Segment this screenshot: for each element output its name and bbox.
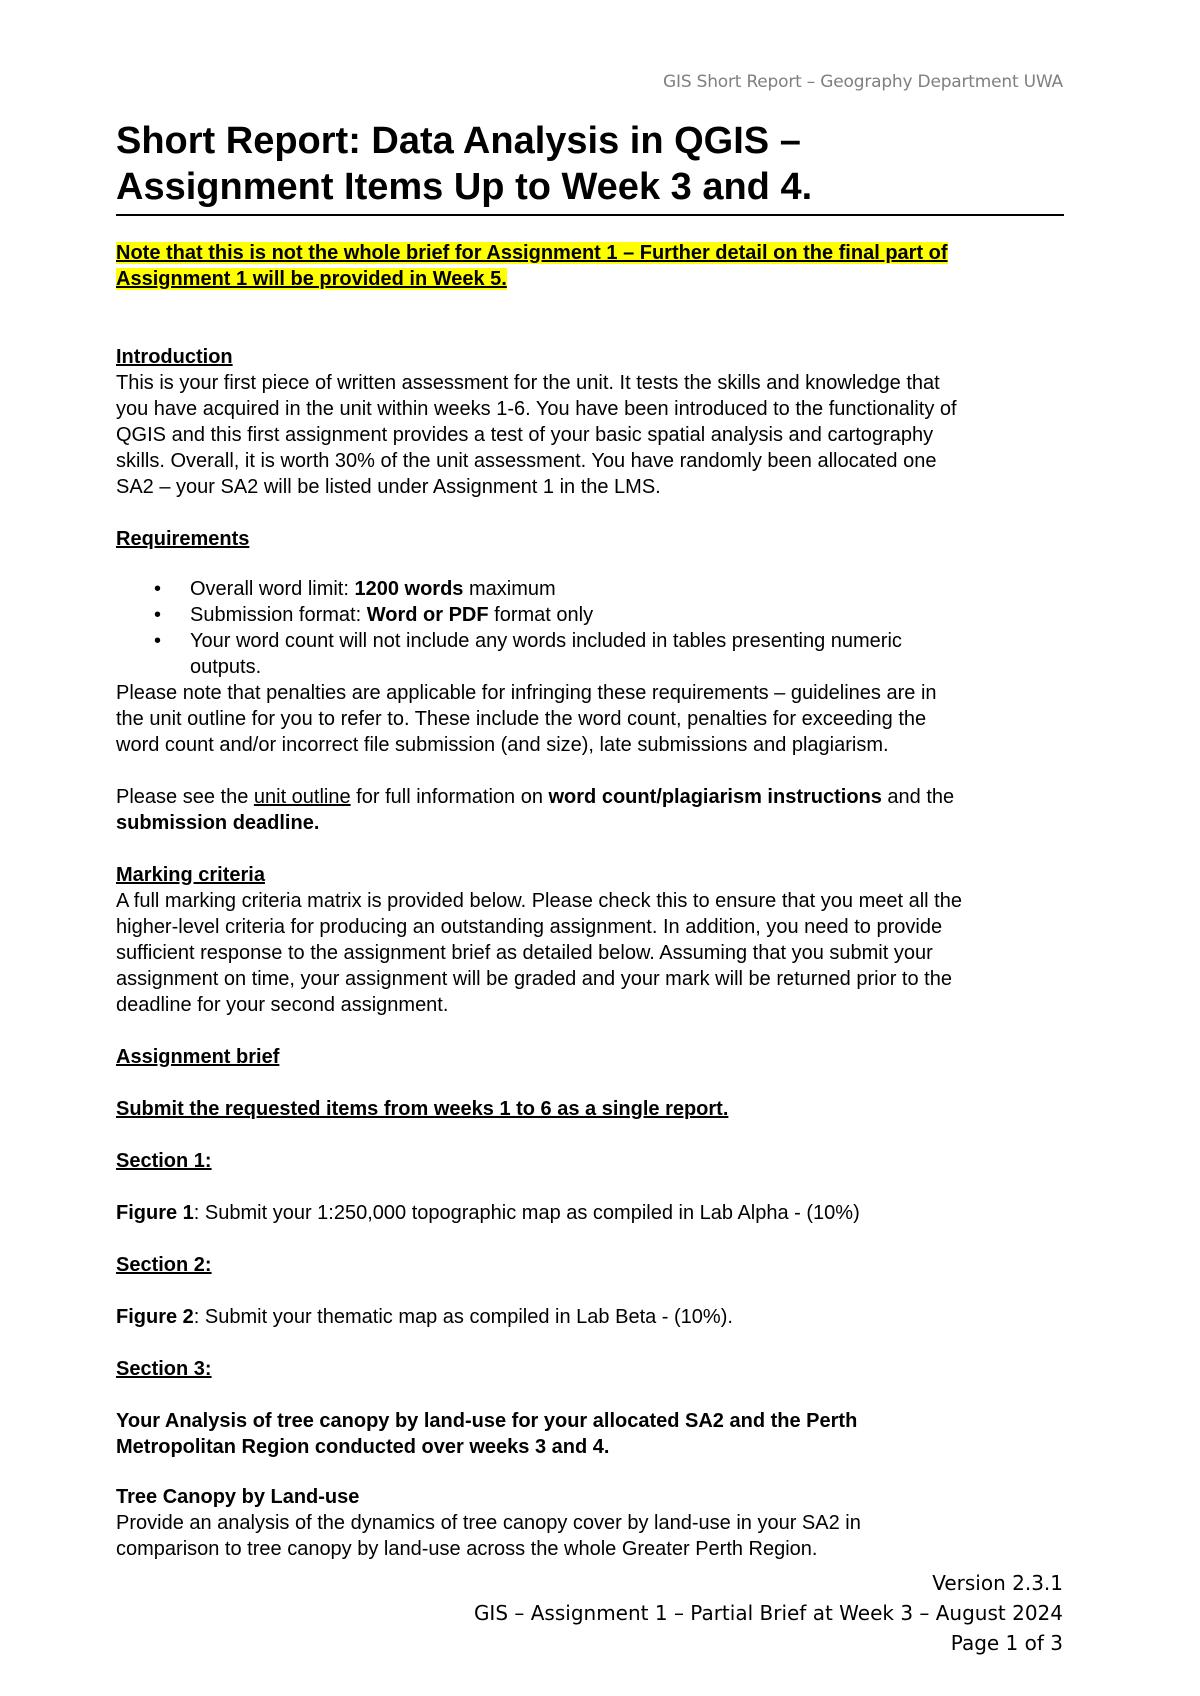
note-line-2: Assignment 1 will be provided in Week 5. [116,268,507,290]
page-number: Page 1 of 3 [950,1631,1063,1655]
list-item: • Overall word limit: 1200 words maximum [116,576,1066,602]
title-line-2: Assignment Items Up to Week 3 and 4. [116,166,813,208]
intro-line: you have acquired in the unit within weeks 1-6. You have been introduced to the functionality of [116,398,957,420]
see-outline-line: Please see the unit outline for full information on word count/plagiarism instructions and the [116,786,955,808]
version-label: Version 2.3.1 [932,1571,1063,1595]
canopy-line: comparison to tree canopy by land-use across the whole Greater Perth Region. [116,1538,818,1560]
unit-outline-link[interactable]: unit outline [253,786,351,808]
marking-line: assignment on time, your assignment will be graded and your mark will be returned prior to the [116,968,952,990]
analysis-line-1: Your Analysis of tree canopy by land-use for your allocated SA2 and the Perth [116,1410,858,1432]
title-line-1: Short Report: Data Analysis in QGIS – [116,120,801,162]
document-body [116,240,1066,1562]
canopy-line: Provide an analysis of the dynamics of tree canopy cover by land-use in your SA2 in [116,1512,861,1534]
marking-line: sufficient response to the assignment brief as detailed below. Assuming that you submit your [116,942,933,964]
intro-line: QGIS and this first assignment provides a test of your basic spatial analysis and cartography [116,424,934,446]
note-line-1: Note that this is not the whole brief for Assignment 1 – Further detail on the final part of [116,242,948,264]
marking-heading: Marking criteria [116,864,265,886]
marking-line: higher-level criteria for producing an outstanding assignment. In addition, you need to provide [116,916,943,938]
intro-line: skills. Overall, it is worth 30% of the unit assessment. You have randomly been allocated one [116,450,937,472]
submit-instruction: Submit the requested items from weeks 1 to 6 as a single report. [116,1098,729,1120]
introduction-heading: Introduction [116,346,233,368]
section-3-heading: Section 3: [116,1358,212,1380]
requirements-heading: Requirements [116,528,250,550]
list-item: • Submission format: Word or PDF format only [116,602,1066,628]
intro-line: SA2 – your SA2 will be listed under Assignment 1 in the LMS. [116,476,661,498]
figure-2-line: Figure 2: Submit your thematic map as compiled in Lab Beta - (10%). [116,1306,733,1328]
intro-line: This is your first piece of written assessment for the unit. It tests the skills and knowledge that [116,372,940,394]
marking-line: A full marking criteria matrix is provided below. Please check this to ensure that you meet all the [116,890,962,912]
requirements-list [116,576,1066,680]
analysis-line-2: Metropolitan Region conducted over weeks 3 and 4. [116,1436,610,1458]
list-item: • Your word count will not include any words included in tables presenting numeric outputs. [116,628,1066,680]
document-label: GIS – Assignment 1 – Partial Brief at Week 3 – August 2024 [473,1601,1063,1625]
brief-heading: Assignment brief [116,1046,280,1068]
marking-line: deadline for your second assignment. [116,994,449,1016]
penalty-line: word count and/or incorrect file submission (and size), late submissions and plagiarism. [116,734,889,756]
title-block [116,118,1064,216]
tree-canopy-heading: Tree Canopy by Land-use [116,1486,360,1508]
section-1-heading: Section 1: [116,1150,212,1172]
running-header: GIS Short Report – Geography Department UWA [663,72,1063,92]
figure-1-line: Figure 1: Submit your 1:250,000 topographic map as compiled in Lab Alpha - (10%) [116,1202,860,1224]
penalty-line: Please note that penalties are applicable for infringing these requirements – guidelines are in [116,682,937,704]
submission-deadline: submission deadline. [116,812,320,834]
page-footer [474,1568,1063,1658]
penalty-line: the unit outline for you to refer to. These include the word count, penalties for exceeding the [116,708,927,730]
section-2-heading: Section 2: [116,1254,212,1276]
